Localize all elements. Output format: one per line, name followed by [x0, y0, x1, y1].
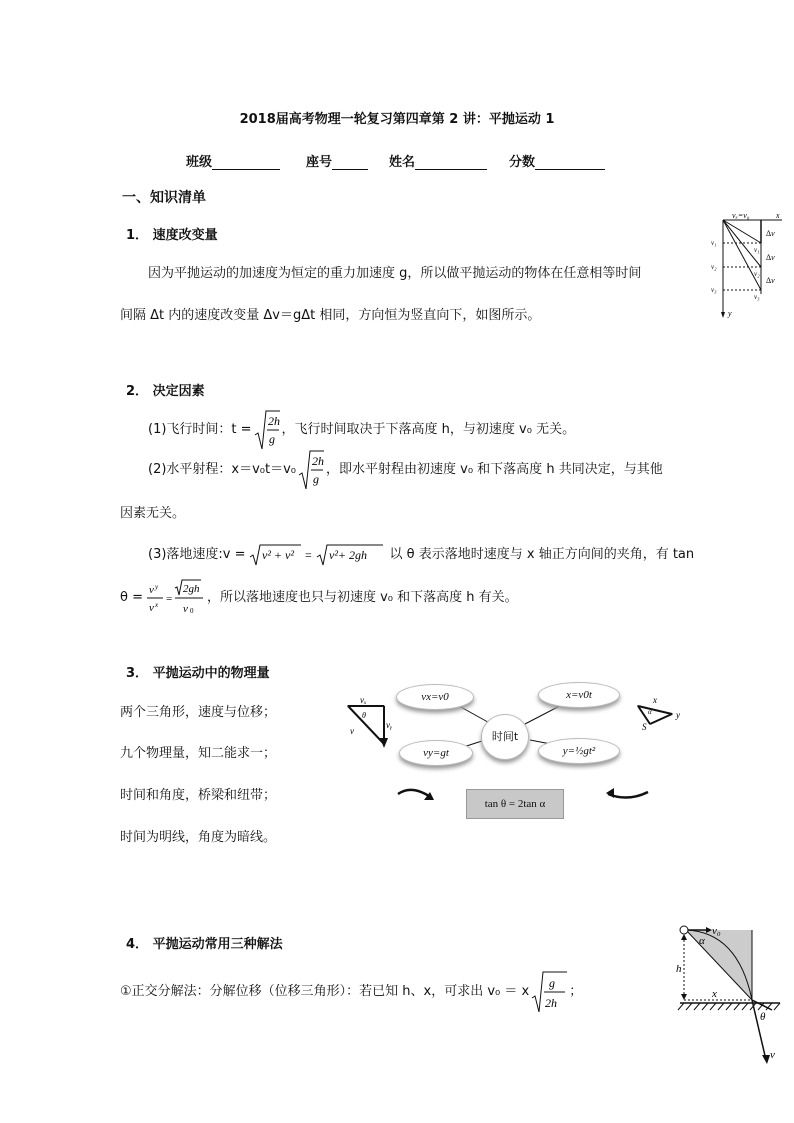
svg-text:S: S	[642, 722, 647, 732]
item1-line1: 因为平抛运动的加速度为恒定的重力加速度 g，所以做平抛运动的物体在任意相等时间	[148, 266, 642, 281]
class-field[interactable]	[186, 151, 280, 170]
svg-text:α: α	[648, 708, 652, 716]
name-field[interactable]	[389, 151, 487, 170]
svg-text:2gh: 2gh	[182, 583, 200, 595]
oval-x: x=v0t	[538, 682, 620, 708]
tan-relation-box: tan θ = 2tan α	[466, 789, 564, 819]
svg-text:0: 0	[189, 607, 194, 615]
tan-theta-label: θ =	[120, 590, 143, 605]
svg-text:g: g	[268, 432, 275, 446]
svg-text:v² + v²: v² + v²	[261, 548, 294, 562]
flight-time-desc: ，飞行时间取决于下落高度 h，与初速度 v₀ 无关。	[281, 422, 576, 437]
oval-vx: vx=v0	[396, 684, 474, 710]
orthogonal-method-end: ；	[569, 984, 583, 999]
score-label: 分数	[509, 155, 536, 170]
svg-text:x: x	[712, 988, 717, 1000]
range-desc: ，即水平射程由初速度 v₀ 和下落高度 h 共同决定，与其他	[326, 462, 663, 477]
svg-text:=: =	[165, 593, 173, 605]
svg-text:Δv: Δv	[766, 253, 775, 262]
item2-p2-line2: 因素无关。	[120, 506, 186, 521]
svg-text:Δv: Δv	[766, 276, 775, 285]
score-blank[interactable]	[535, 155, 605, 170]
seat-field[interactable]	[306, 151, 368, 170]
svg-text:α: α	[699, 935, 705, 947]
item3-heading: 3． 平抛运动中的物理量	[126, 666, 270, 681]
center-time-node: 时间t	[481, 714, 529, 760]
sqrt-g-over-2h	[531, 970, 567, 1014]
oval-y: y=½gt²	[538, 738, 620, 764]
sqrt-2h-over-g	[254, 409, 280, 451]
item3-line2: 九个物理量，知二能求一；	[120, 746, 277, 761]
svg-text:v₂: v₂	[754, 270, 760, 278]
item3-line3: 时间和角度，桥梁和纽带；	[120, 788, 277, 803]
svg-text:v₁: v₁	[754, 246, 760, 254]
svg-text:2h: 2h	[312, 454, 325, 468]
svg-text:v: v	[770, 1049, 775, 1061]
seat-blank[interactable]	[332, 155, 368, 170]
svg-text:x: x	[154, 601, 159, 609]
svg-text:vᵧ: vᵧ	[386, 720, 393, 730]
name-label: 姓名	[389, 155, 416, 170]
svg-text:v₁: v₁	[711, 239, 717, 247]
svg-text:v₀: v₀	[712, 925, 721, 937]
item2-p2	[148, 448, 663, 492]
page-title: 2018届高考物理一轮复习第四章第 2 讲：平抛运动 1	[239, 112, 555, 127]
svg-text:Δv: Δv	[766, 229, 775, 238]
svg-text:2h: 2h	[267, 414, 280, 428]
item4-heading: 4． 平抛运动常用三种解法	[126, 937, 283, 952]
svg-text:θ: θ	[760, 1011, 766, 1023]
svg-text:v: v	[148, 602, 154, 614]
item1-heading: 1． 速度改变量	[126, 228, 218, 243]
svg-text:v₃: v₃	[754, 293, 760, 301]
svg-text:g: g	[549, 976, 556, 990]
range-label: (2)水平射程：x＝v₀t＝v₀	[148, 462, 297, 477]
svg-text:y: y	[154, 583, 159, 591]
svg-text:v₃: v₃	[711, 286, 717, 294]
svg-text:v²+ 2gh: v²+ 2gh	[328, 548, 367, 562]
item4-line1	[120, 970, 582, 1014]
projectile-slope-diagram	[672, 922, 784, 1064]
svg-text:θ: θ	[362, 711, 366, 720]
name-blank[interactable]	[415, 155, 487, 170]
seat-label: 座号	[306, 155, 333, 170]
landing-angle-desc: 以 θ 表示落地时速度与 x 轴正方向间的夹角，有 tan	[389, 547, 695, 562]
item2-p1	[148, 408, 575, 452]
svg-text:g: g	[313, 472, 320, 486]
oval-vy: vy=gt	[399, 740, 473, 766]
tan-theta-desc: ，所以落地速度也只与初速度 v₀ 和下落高度 h 有关。	[206, 590, 518, 605]
svg-text:vₓ=v₀: vₓ=v₀	[732, 211, 750, 220]
section-heading: 一、知识清单	[122, 190, 206, 206]
svg-text:v: v	[350, 726, 354, 736]
item2-heading: 2． 决定因素	[126, 384, 205, 399]
svg-text:x: x	[776, 211, 780, 220]
item2-p3	[148, 540, 694, 570]
svg-text:=: =	[304, 548, 312, 562]
svg-text:v: v	[182, 603, 188, 615]
svg-text:y: y	[676, 710, 680, 720]
svg-text:x: x	[653, 695, 657, 705]
svg-text:h: h	[676, 963, 682, 975]
item1-line2: 间隔 Δt 内的速度改变量 Δv＝gΔt 相同，方向恒为竖直向下，如图所示。	[120, 308, 541, 323]
svg-text:2h: 2h	[545, 996, 558, 1010]
item3-line1: 两个三角形，速度与位移；	[120, 705, 277, 720]
tan-theta-formula	[145, 578, 205, 618]
svg-text:v₂: v₂	[711, 263, 717, 271]
orthogonal-method-label: ①正交分解法：分解位移（位移三角形）：若已知 h、x，可求出 v₀ ＝ x	[120, 984, 530, 999]
landing-speed-formula	[249, 543, 387, 567]
flight-time-label: (1)飞行时间：t =	[148, 422, 252, 437]
landing-speed-label: (3)落地速度:v =	[148, 547, 246, 562]
item3-line4: 时间为明线，角度为暗线。	[120, 830, 277, 845]
svg-text:vₓ: vₓ	[360, 695, 367, 705]
sqrt-2h-over-g-range	[298, 449, 324, 491]
item2-p3-line2	[120, 576, 518, 620]
svg-text:v: v	[148, 584, 154, 596]
velocity-change-diagram	[706, 208, 786, 320]
class-blank[interactable]	[212, 155, 280, 170]
svg-text:y: y	[728, 309, 732, 318]
class-label: 班级	[186, 155, 213, 170]
score-field[interactable]	[509, 151, 605, 170]
